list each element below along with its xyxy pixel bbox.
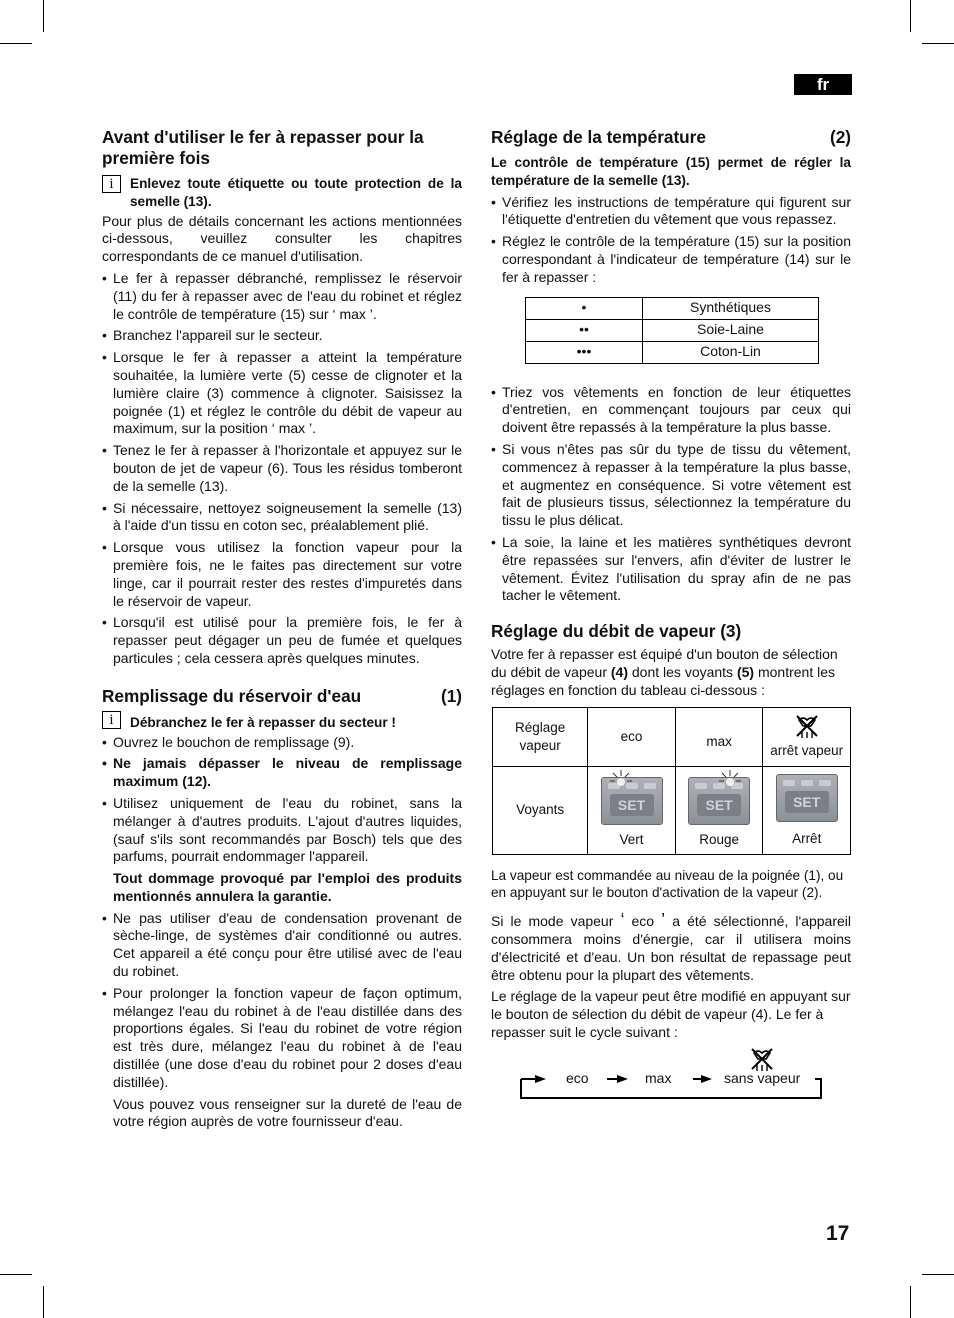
left-column (102, 127, 462, 1135)
list-item: • Si vous n'êtes pas sûr du type de tissu du vêtement, commencez à repasser à la température la plus basse, et augmentez en conséquence. Si votre vêtement est fait de plusieurs tissus, sélectionnez la température du tissu le plus délicat. (491, 441, 851, 530)
indicator-caption: Arrêt (792, 831, 822, 847)
red-light-cell (675, 766, 763, 854)
fabric-cell: Soie-Laine (643, 319, 819, 341)
tail-paragraph: Vous pouvez vous renseigner sur la dureté de l'eau de votre région auprès de votre fournisseur d'eau. (113, 1095, 462, 1130)
list-item: • Ne pas utiliser d'eau de condensation provenant de sèche-linge, de systèmes d'air conditionné ou autres. Cet appareil a été conçu pour être utilisé avec de l'eau du robinet. (102, 910, 462, 981)
info-note (102, 711, 462, 732)
section-title-first-use: Avant d'utiliser le fer à repasser pour la première fois (102, 127, 424, 168)
row-label: Réglage vapeur (493, 707, 588, 766)
info-icon: i (102, 711, 121, 729)
list-item: • Vérifiez les instructions de température qui figurent sur l'étiquette d'entretien du vêtement que vous repassez. (491, 194, 851, 230)
fabric-cell: Synthétiques (643, 297, 819, 319)
steam-cycle-diagram (491, 1044, 851, 1114)
temperature-table (525, 297, 819, 364)
dots-cell: ••• (526, 341, 643, 363)
info-icon: i (102, 175, 121, 193)
cycle-step-eco: eco (566, 1069, 589, 1086)
crop-mark (910, 1286, 911, 1318)
lead-paragraph: Le contrôle de température (15) permet de régler la température de la semelle (13). (491, 155, 851, 188)
row-label: Voyants (493, 766, 588, 854)
table-row (526, 319, 819, 341)
indicator-caption: Vert (619, 832, 644, 848)
first-use-list (102, 270, 462, 668)
off-light-cell (763, 766, 851, 854)
fabric-cell: Coton-Lin (643, 341, 819, 363)
list-item: • Ne jamais dépasser le niveau de remplissage maximum (12). (102, 755, 462, 791)
cycle-step-no-steam: sans vapeur (724, 1069, 801, 1086)
light-burst-icon (719, 770, 741, 792)
list-item: • Lorsque vous utilisez la fonction vapeur pour la première fois, ne le faites pas directement sur votre linge, car il pourrait rester des restes d'impuretés dans le réservoir de vapeur. (102, 539, 462, 610)
page-number: 17 (826, 1222, 850, 1245)
crop-mark (910, 0, 911, 32)
no-steam-icon (793, 714, 821, 740)
set-label: SET (697, 794, 741, 816)
section-title-temperature (491, 127, 851, 148)
indicator-image (776, 774, 838, 822)
text-run: Votre fer à repasser est équipé d'un bouton de sélection du débit de vapeur (491, 646, 838, 680)
green-light-cell (588, 766, 676, 854)
crop-mark (922, 1274, 954, 1275)
steam-paragraph (491, 912, 851, 984)
crop-mark (43, 1286, 44, 1318)
list-item: • Pour prolonger la fonction vapeur de façon optimum, mélangez l'eau du robinet à de l'eau distillée dans des proportions égales. Si l'eau du robinet de votre région est très dure, mélangez l'eau du robinet à de l'eau distillée (une dose d'eau du robinet pour 2 doses d'eau distillée). (102, 985, 462, 1092)
list-item: • La soie, la laine et les matières synthétiques devront être repassées sur l'envers, afin d'éviter de lustrer le vêtement. Évitez l'utilisation du spray afin de ne pas tacher le vêtement. (491, 534, 851, 605)
list-item: • Lorsque le fer à repasser a atteint la température souhaitée, la lumière verte (5) cesse de clignoter et la lumière claire (3) commence à clignoter. Saisissez la poignée (1) et réglez le contrôle du débit de vapeur au maximum, sur la position ‘ max ’. (102, 349, 462, 438)
table-row (526, 297, 819, 319)
section-title-text: Réglage de la température (491, 127, 706, 147)
indicator-bars (783, 780, 831, 786)
dots-cell: •• (526, 319, 643, 341)
list-item: • Branchez l'appareil sur le secteur. (102, 327, 462, 345)
text-run: eco (624, 913, 662, 930)
max-cell: max (675, 707, 763, 766)
set-label: SET (785, 791, 829, 813)
water-tank-list (102, 734, 462, 867)
list-item: • Réglez le contrôle de la température (15) sur la position correspondant à l'indicateur de température (14) sur le fer à repasser : (491, 233, 851, 286)
list-item: • Triez vos vêtements en fonction de leur étiquettes d'entretien, en commençant toujours par ceux qui doivent être repassés à la température la plus basse. (491, 384, 851, 437)
text-run: dont les voyants (628, 663, 737, 680)
section-number: (2) (829, 127, 851, 147)
list-item: • Le fer à repasser débranché, remplissez le réservoir (11) du fer à repasser avec de l'eau du robinet et réglez le contrôle de température (15) sur ‘ max ’. (102, 270, 462, 323)
text-run: a été sélectionné, l'appareil consommera moins d'énergie, car il utilisera moins d'électricité et d'eau. Un bon résultat de repassage peut être obtenu pour la plupart des vêtements. (491, 913, 852, 983)
section-title-steam: Réglage du débit de vapeur (3) (491, 621, 742, 642)
list-item: • Si nécessaire, nettoyez soigneusement la semelle (13) à l'aide d'un tissu en coton sec, préalablement plié. (102, 500, 462, 536)
indicator-image (688, 777, 750, 825)
section-title-text: Remplissage du réservoir d'eau (102, 685, 362, 706)
crop-mark (922, 43, 954, 44)
note-text: Enlevez toute étiquette ou toute protection de la semelle (13). (130, 176, 462, 209)
intro-paragraph: Pour plus de détails concernant les actions mentionnées ci-dessous, veuillez consulter les chapitres correspondants de ce manuel d'utilisation. (102, 212, 462, 265)
crop-mark (0, 43, 32, 44)
indicator-caption: Rouge (699, 832, 740, 848)
section-number: (1) (440, 685, 462, 706)
steam-paragraph: La vapeur est commandée au niveau de la poignée (1), ou en appuyant sur le bouton d'activation de la vapeur (2). (491, 867, 844, 901)
indicator-image (601, 777, 663, 825)
temperature-list (491, 194, 851, 287)
list-item: • Lorsqu'il est utilisé pour la première fois, le fer à repasser peut dégager un peu de fumée et quelques particules ; cela cessera après quelques minutes. (102, 614, 462, 667)
off-label: arrêt vapeur (770, 742, 844, 758)
language-tab: fr (794, 74, 852, 95)
eco-cell: eco (588, 707, 676, 766)
table-row (526, 341, 819, 363)
text-run: (4) (610, 663, 628, 680)
off-cell (763, 707, 851, 766)
list-item: • Utilisez uniquement de l'eau du robinet, sans la mélanger à d'autres produits. L'ajout d'autres liquides, (sauf s'ils sont recommandés par Bosch) tels que des parfums, pourrait endommager l'appareil. (102, 795, 462, 866)
crop-mark (43, 0, 44, 32)
temperature-list-2 (491, 384, 851, 606)
text-run: ‘ (620, 910, 625, 931)
list-item: • Ouvrez le bouchon de remplissage (9). (102, 734, 462, 752)
note-text: Débranchez le fer à repasser du secteur ! (130, 714, 396, 730)
text-run: Si le mode vapeur (491, 913, 621, 930)
table-row (493, 707, 851, 766)
crop-mark (0, 1274, 32, 1275)
list-item: • Tenez le fer à repasser à l'horizontale et appuyez sur le bouton de jet de vapeur (6). Tous les résidus tomberont de la semelle (13). (102, 442, 462, 495)
set-label: SET (610, 794, 654, 816)
steam-intro (491, 646, 851, 699)
dots-cell: • (526, 297, 643, 319)
cycle-step-max: max (645, 1069, 672, 1086)
table-row (493, 766, 851, 854)
steam-table (492, 707, 851, 855)
section-title-water-tank (102, 686, 462, 707)
text-run: ’ (661, 910, 666, 931)
water-tank-list-2 (102, 910, 462, 1092)
right-column (491, 127, 851, 1114)
steam-paragraph: Le réglage de la vapeur peut être modifié en appuyant sur le bouton de sélection du débit de vapeur (4). Le fer à repasser suit le cycle suivant : (491, 988, 851, 1040)
text-run: (5) (736, 663, 755, 680)
light-burst-icon (610, 770, 632, 792)
warning-text: Tout dommage provoqué par l'emploi des produits mentionnés annulera la garantie. (113, 870, 462, 904)
text-run: montrent les réglages en fonction du tableau ci-dessous : (491, 663, 836, 698)
info-note (102, 175, 462, 211)
